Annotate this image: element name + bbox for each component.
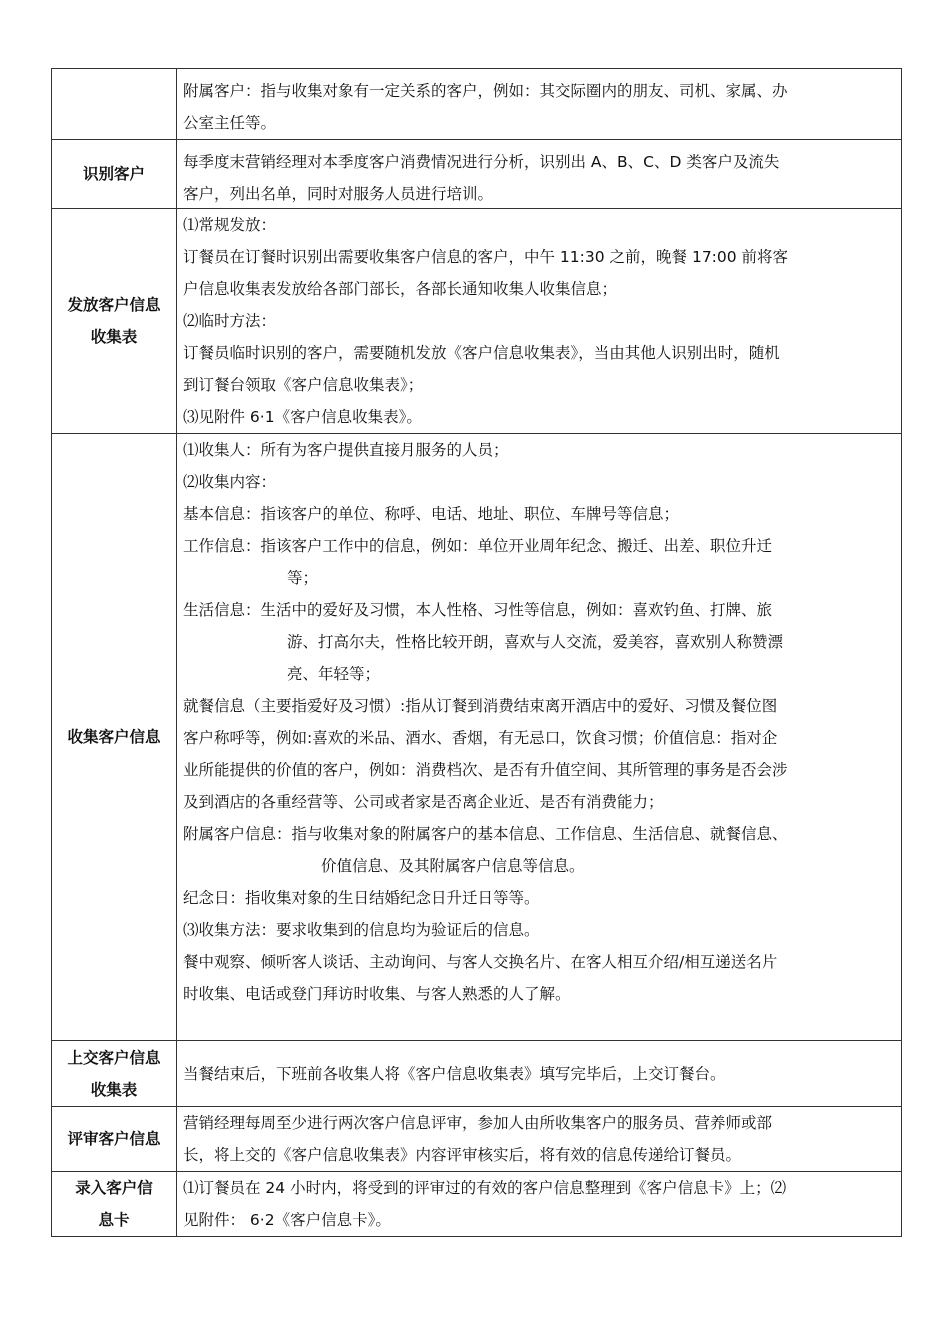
content-line: 餐中观察、倾听客人谈话、主动询问、与客人交换名片、在客人相互介绍/相互递送名片 [183,953,778,971]
content-line: 客户称呼等，例如:喜欢的米品、酒水、香烟，有无忌口，饮食习惯；价值信息：指对企 [183,729,778,747]
content-line: 订餐员在订餐时识别出需要收集客户信息的客户，中午 11:30 之前，晚餐 17:00 前将客 [183,248,789,266]
label-line: 评审客户信息 [67,1130,161,1148]
content-line: 客户，列出名单，同时对服务人员进行培训。 [183,185,494,203]
row-content [177,140,902,209]
content-line: 亮、年轻等； [287,665,381,683]
table-row [52,1172,902,1237]
content-line: ⑵收集内容： [183,473,277,491]
row-label [52,434,177,1041]
label-line: 息卡 [98,1211,130,1229]
label-line: 识别客户 [82,165,145,183]
row-label [52,1041,177,1107]
row-content [177,1041,902,1107]
row-label [52,209,177,434]
content-line: 及到酒店的各重经营等、公司或者家是否离企业近、是否有消费能力； [183,793,664,811]
content-line: 就餐信息（主要指爱好及习惯）:指从订餐到消费结束离开酒店中的爱好、习惯及餐位图 [183,697,778,715]
content-line: 订餐员临时识别的客户，需要随机发放《客户信息收集表》，当由其他人识别出时，随机 [183,344,780,362]
table-row [52,209,902,434]
content-line: ⑶见附件 6·1《客户信息收集表》。 [183,408,422,426]
content-line: 纪念日：指收集对象的生日结婚纪念日升迁日等等。 [183,889,540,907]
label-line: 发放客户信息 [67,296,161,314]
content-line: 工作信息：指该客户工作中的信息，例如：单位开业周年纪念、搬迁、出差、职位升迁 [183,537,773,555]
content-line: 户信息收集表发放给各部门部长，各部长通知收集人收集信息； [183,280,618,298]
content-line: 附属客户信息：指与收集对象的附属客户的基本信息、工作信息、生活信息、就餐信息、 [183,825,788,843]
content-line: 等； [287,569,319,587]
content-line: 生活信息：生活中的爱好及习惯，本人性格、习性等信息，例如：喜欢钓鱼、打牌、旅 [183,601,773,619]
table-row [52,69,902,140]
content-line: 当餐结束后，下班前各收集人将《客户信息收集表》填写完毕后，上交订餐台。 [183,1064,726,1083]
content-line: 见附件： 6·2《客户信息卡》。 [183,1211,391,1229]
row-label-empty [52,69,177,140]
row-label [52,140,177,209]
content-line: ⑴收集人：所有为客户提供直接月服务的人员； [183,441,509,459]
row-content [177,1107,902,1172]
content-line: 时收集、电话或登门拜访时收集、与客人熟悉的人了解。 [183,985,571,1003]
label-line: 收集客户信息 [67,728,161,746]
content-line: 游、打高尔夫，性格比较开朗，喜欢与人交流，爱美容，喜欢别人称赞漂 [287,633,784,651]
label-line: 上交客户信息 [67,1048,161,1067]
content-line: 附属客户：指与收集对象有一定关系的客户，例如：其交际圈内的朋友、司机、家属、办 [183,82,788,100]
content-line: 营销经理每周至少进行两次客户信息评审，参加人由所收集客户的服务员、营养师或部 [183,1114,773,1132]
content-line: 到订餐台领取《客户信息收集表》； [183,376,424,394]
row-label [52,1107,177,1172]
label-line: 收集表 [90,1080,138,1099]
procedure-table [51,68,902,1237]
content-line: ⑴订餐员在 24 小时内，将受到的评审过的有效的客户信息整理到《客户信息卡》上；⑵ [183,1179,787,1197]
content-line: ⑵临时方法： [183,312,277,330]
row-content [177,434,902,1041]
content-line: 公室主任等。 [183,114,277,132]
table-row [52,434,902,1041]
row-content [177,209,902,434]
content-line: ⑶收集方法：要求收集到的信息均为验证后的信息。 [183,921,540,939]
row-content [177,1172,902,1237]
content-line: 基本信息：指该客户的单位、称呼、电话、地址、职位、车牌号等信息； [183,505,680,523]
table-row [52,1041,902,1107]
table-row [52,1107,902,1172]
content-line: 业所能提供的价值的客户，例如：消费档次、是否有升值空间、其所管理的事务是否会涉 [183,761,788,779]
content-line: ⑴常规发放： [183,216,277,234]
table-row [52,140,902,209]
content-line: 长，将上交的《客户信息收集表》内容评审核实后，将有效的信息传递给订餐员。 [183,1146,742,1164]
content-line: 每季度末营销经理对本季度客户消费情况进行分析，识别出 A、B、C、D 类客户及流失 [183,153,780,171]
label-line: 录入客户信 [75,1179,153,1197]
content-line: 价值信息、及其附属客户信息等信息。 [321,857,585,875]
row-label [52,1172,177,1237]
label-line: 收集表 [90,328,138,346]
row-content [177,69,902,140]
